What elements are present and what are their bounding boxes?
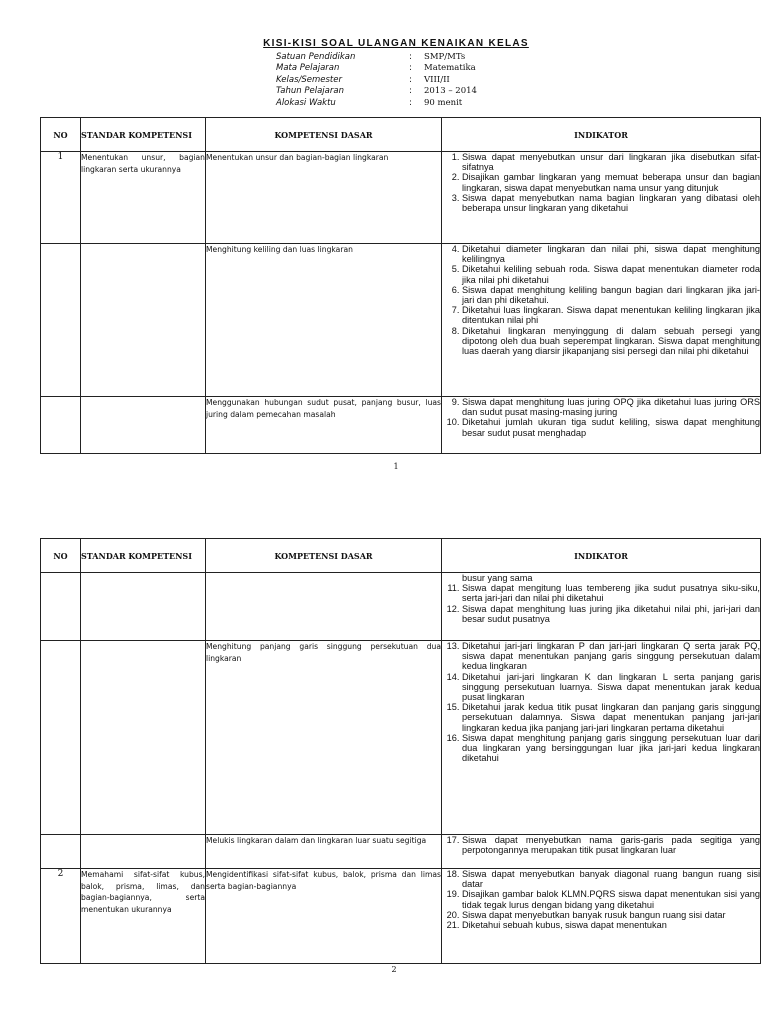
standar-kompetensi-cell: [81, 835, 206, 869]
kompetensi-dasar-cell: Mengidentifikasi sifat-sifat kubus, balok, prisma dan limas serta bagian-bagiannya: [206, 869, 442, 964]
meta-label: Kelas/Semester: [276, 74, 342, 85]
standar-kompetensi-cell: Memahami sifat-sifat kubus, balok, prisma, limas, dan bagian-bagiannya, serta menentukan ukurannya: [81, 869, 206, 964]
meta-value: VIII/II: [424, 74, 450, 85]
indikator-list: [442, 397, 760, 438]
kompetensi-dasar-cell: Menghitung panjang garis singgung persekutuan dua lingkaran: [206, 641, 442, 835]
kompetensi-dasar-cell: Menghitung keliling dan luas lingkaran: [206, 244, 442, 397]
meta-colon: :: [409, 74, 412, 85]
meta-colon: :: [409, 86, 412, 97]
kisi-kisi-table-page-1: [40, 117, 761, 454]
indikator-item: 21. Diketahui sebuah kubus, siswa dapat menentukan: [462, 920, 760, 930]
header-no: NO: [41, 539, 81, 573]
table-row: [41, 641, 761, 835]
header-indikator: INDIKATOR: [442, 118, 761, 152]
kompetensi-dasar-cell: Menentukan unsur dan bagian-bagian lingkaran: [206, 152, 442, 244]
kompetensi-dasar-cell: Menggunakan hubungan sudut pusat, panjang busur, luas juring dalam pemecahan masalah: [206, 397, 442, 454]
indikator-item: 9. Siswa dapat menghitung luas juring OPQ jika diketahui luas juring ORS dan sudut pusat masing-masing juring: [462, 397, 760, 417]
indikator-item: 15. Diketahui jarak kedua titik pusat lingkaran dan panjang garis singgung persekutuan dalamnya. Siswa dapat menentukan panjang jari-jari lingkaran kedua jika panjang jari-jari lingkaran pertama diketahui: [462, 702, 760, 733]
row-number: 2: [41, 869, 81, 964]
indikator-cell: [442, 869, 761, 964]
indikator-cell: [442, 397, 761, 454]
indikator-item: 7. Diketahui luas lingkaran. Siswa dapat menentukan keliling lingkaran jika ditentukan nilai phi: [462, 305, 760, 325]
row-number: [41, 641, 81, 835]
indikator-cell: [442, 152, 761, 244]
indikator-item: 2. Disajikan gambar lingkaran yang memuat beberapa unsur dan bagian lingkaran, siswa dapat menyebutkan nama unsur yang ditunjuk: [462, 172, 760, 192]
table-row: [41, 869, 761, 964]
indikator-list: [442, 835, 760, 855]
indikator-list: [442, 152, 760, 213]
indikator-item: 19. Disajikan gambar balok KLMN.PQRS siswa dapat menentukan sisi yang tidak tegak lurus dengan bidang yang diketahui: [462, 889, 760, 909]
row-number: [41, 244, 81, 397]
meta-value: 90 menit: [424, 97, 463, 108]
indikator-item: 13. Diketahui jari-jari lingkaran P dan jari-jari lingkaran Q serta jarak PQ, siswa dapat menentukan panjang garis singgung persekutuan dalam kedua lingkaran: [462, 641, 760, 672]
row-number: [41, 397, 81, 454]
meta-colon: :: [409, 97, 412, 108]
indikator-item: 20. Siswa dapat menyebutkan banyak rusuk bangun ruang sisi datar: [462, 910, 760, 920]
meta-label: Alokasi Waktu: [276, 97, 336, 108]
table-header-row: [41, 539, 761, 573]
meta-value: SMP/MTs: [424, 52, 466, 62]
meta-colon: :: [409, 52, 412, 62]
table-header-row: [41, 118, 761, 152]
meta-label: Mata Pelajaran: [276, 63, 340, 74]
table-row: [41, 835, 761, 869]
meta-value: 2013 – 2014: [424, 86, 477, 97]
table-row: [41, 152, 761, 244]
kompetensi-dasar-cell: Melukis lingkaran dalam dan lingkaran luar suatu segitiga: [206, 835, 442, 869]
indikator-list: [442, 583, 760, 624]
standar-kompetensi-cell: [81, 641, 206, 835]
meta-value: Matematika: [424, 63, 476, 74]
row-number: [41, 573, 81, 641]
standar-kompetensi-cell: [81, 397, 206, 454]
indikator-item: 1. Siswa dapat menyebutkan unsur dari lingkaran jika disebutkan sifat-sifatnya: [462, 152, 760, 172]
header-kompetensi-dasar: KOMPETENSI DASAR: [206, 118, 442, 152]
indikator-item: 12. Siswa dapat menghitung luas juring jika diketahui nilai phi, jari-jari dan besar sudut pusatnya: [462, 604, 760, 624]
header-kompetensi-dasar: KOMPETENSI DASAR: [206, 539, 442, 573]
page-number: 2: [391, 965, 397, 974]
indikator-item: 6. Siswa dapat menghitung keliling bangun bagian dari lingkaran jika jari-jari dan phi diketahui.: [462, 285, 760, 305]
indikator-item: 4. Diketahui diameter lingkaran dan nilai phi, siswa dapat menghitung kelilingnya: [462, 244, 760, 264]
row-number: 1: [41, 152, 81, 244]
indikator-cell: [442, 835, 761, 869]
document-title: KISI-KISI SOAL ULANGAN KENAIKAN KELAS: [263, 38, 529, 49]
standar-kompetensi-cell: Menentukan unsur, bagian lingkaran serta ukurannya: [81, 152, 206, 244]
header-indikator: INDIKATOR: [442, 539, 761, 573]
header-no: NO: [41, 118, 81, 152]
standar-kompetensi-cell: [81, 573, 206, 641]
indikator-continued-text: busur yang sama: [462, 573, 533, 583]
indikator-item: 16. Siswa dapat menghitung panjang garis singgung persekutuan luar dari dua lingkaran yang bersinggungan luar jika jari-jari kedua lingkaran diketahui: [462, 733, 760, 764]
indikator-item: 3. Siswa dapat menyebutkan nama bagian lingkaran yang dibatasi oleh beberapa unsur lingkaran yang diketahui: [462, 193, 760, 213]
row-number: [41, 835, 81, 869]
table-row: [41, 397, 761, 454]
table-row: [41, 573, 761, 641]
meta-label: Tahun Pelajaran: [276, 86, 344, 97]
indikator-list: [442, 244, 760, 356]
page-number: 1: [393, 462, 399, 471]
meta-label: Satuan Pendidikan: [276, 52, 356, 62]
indikator-item: 10. Diketahui jumlah ukuran tiga sudut keliling, siswa dapat menghitung besar sudut pusat menghadap: [462, 417, 760, 437]
indikator-cell: [442, 244, 761, 397]
indikator-list: [442, 869, 760, 930]
indikator-cell: [442, 641, 761, 835]
meta-colon: :: [409, 63, 412, 74]
indikator-cell: [442, 573, 761, 641]
indikator-item: 11. Siswa dapat mengitung luas tembereng jika sudut pusatnya siku-siku, serta jari-jari dan nilai phi diketahui: [462, 583, 760, 603]
indikator-item: 8. Diketahui lingkaran menyinggung di dalam sebuah persegi yang dipotong oleh dua buah seperempat lingkaran. Siswa dapat menghitung luas daerah yang diarsir jikapanjang sisi persegi dan nilai phi diketahui: [462, 326, 760, 357]
indikator-item: 14. Diketahui jari-jari lingkaran K dan lingkaran L serta panjang garis singgung persekutuan luarnya. Siswa dapat menentukan jarak kedua pusat lingkaran: [462, 672, 760, 703]
header-standar-kompetensi: STANDAR KOMPETENSI: [81, 118, 206, 152]
kompetensi-dasar-cell: [206, 573, 442, 641]
indikator-list: [442, 641, 760, 763]
table-row: [41, 244, 761, 397]
indikator-item: 17. Siswa dapat menyebutkan nama garis-garis pada segitiga yang perpotongannya merupakan titik pusat lingkaran luar: [462, 835, 760, 855]
kisi-kisi-table-page-2: [40, 538, 761, 964]
standar-kompetensi-cell: [81, 244, 206, 397]
indikator-item: 18. Siswa dapat menyebutkan banyak diagonal ruang bangun ruang sisi datar: [462, 869, 760, 889]
indikator-item: 5. Diketahui keliling sebuah roda. Siswa dapat menentukan diameter roda jika nilai phi diketahui: [462, 264, 760, 284]
header-standar-kompetensi: STANDAR KOMPETENSI: [81, 539, 206, 573]
